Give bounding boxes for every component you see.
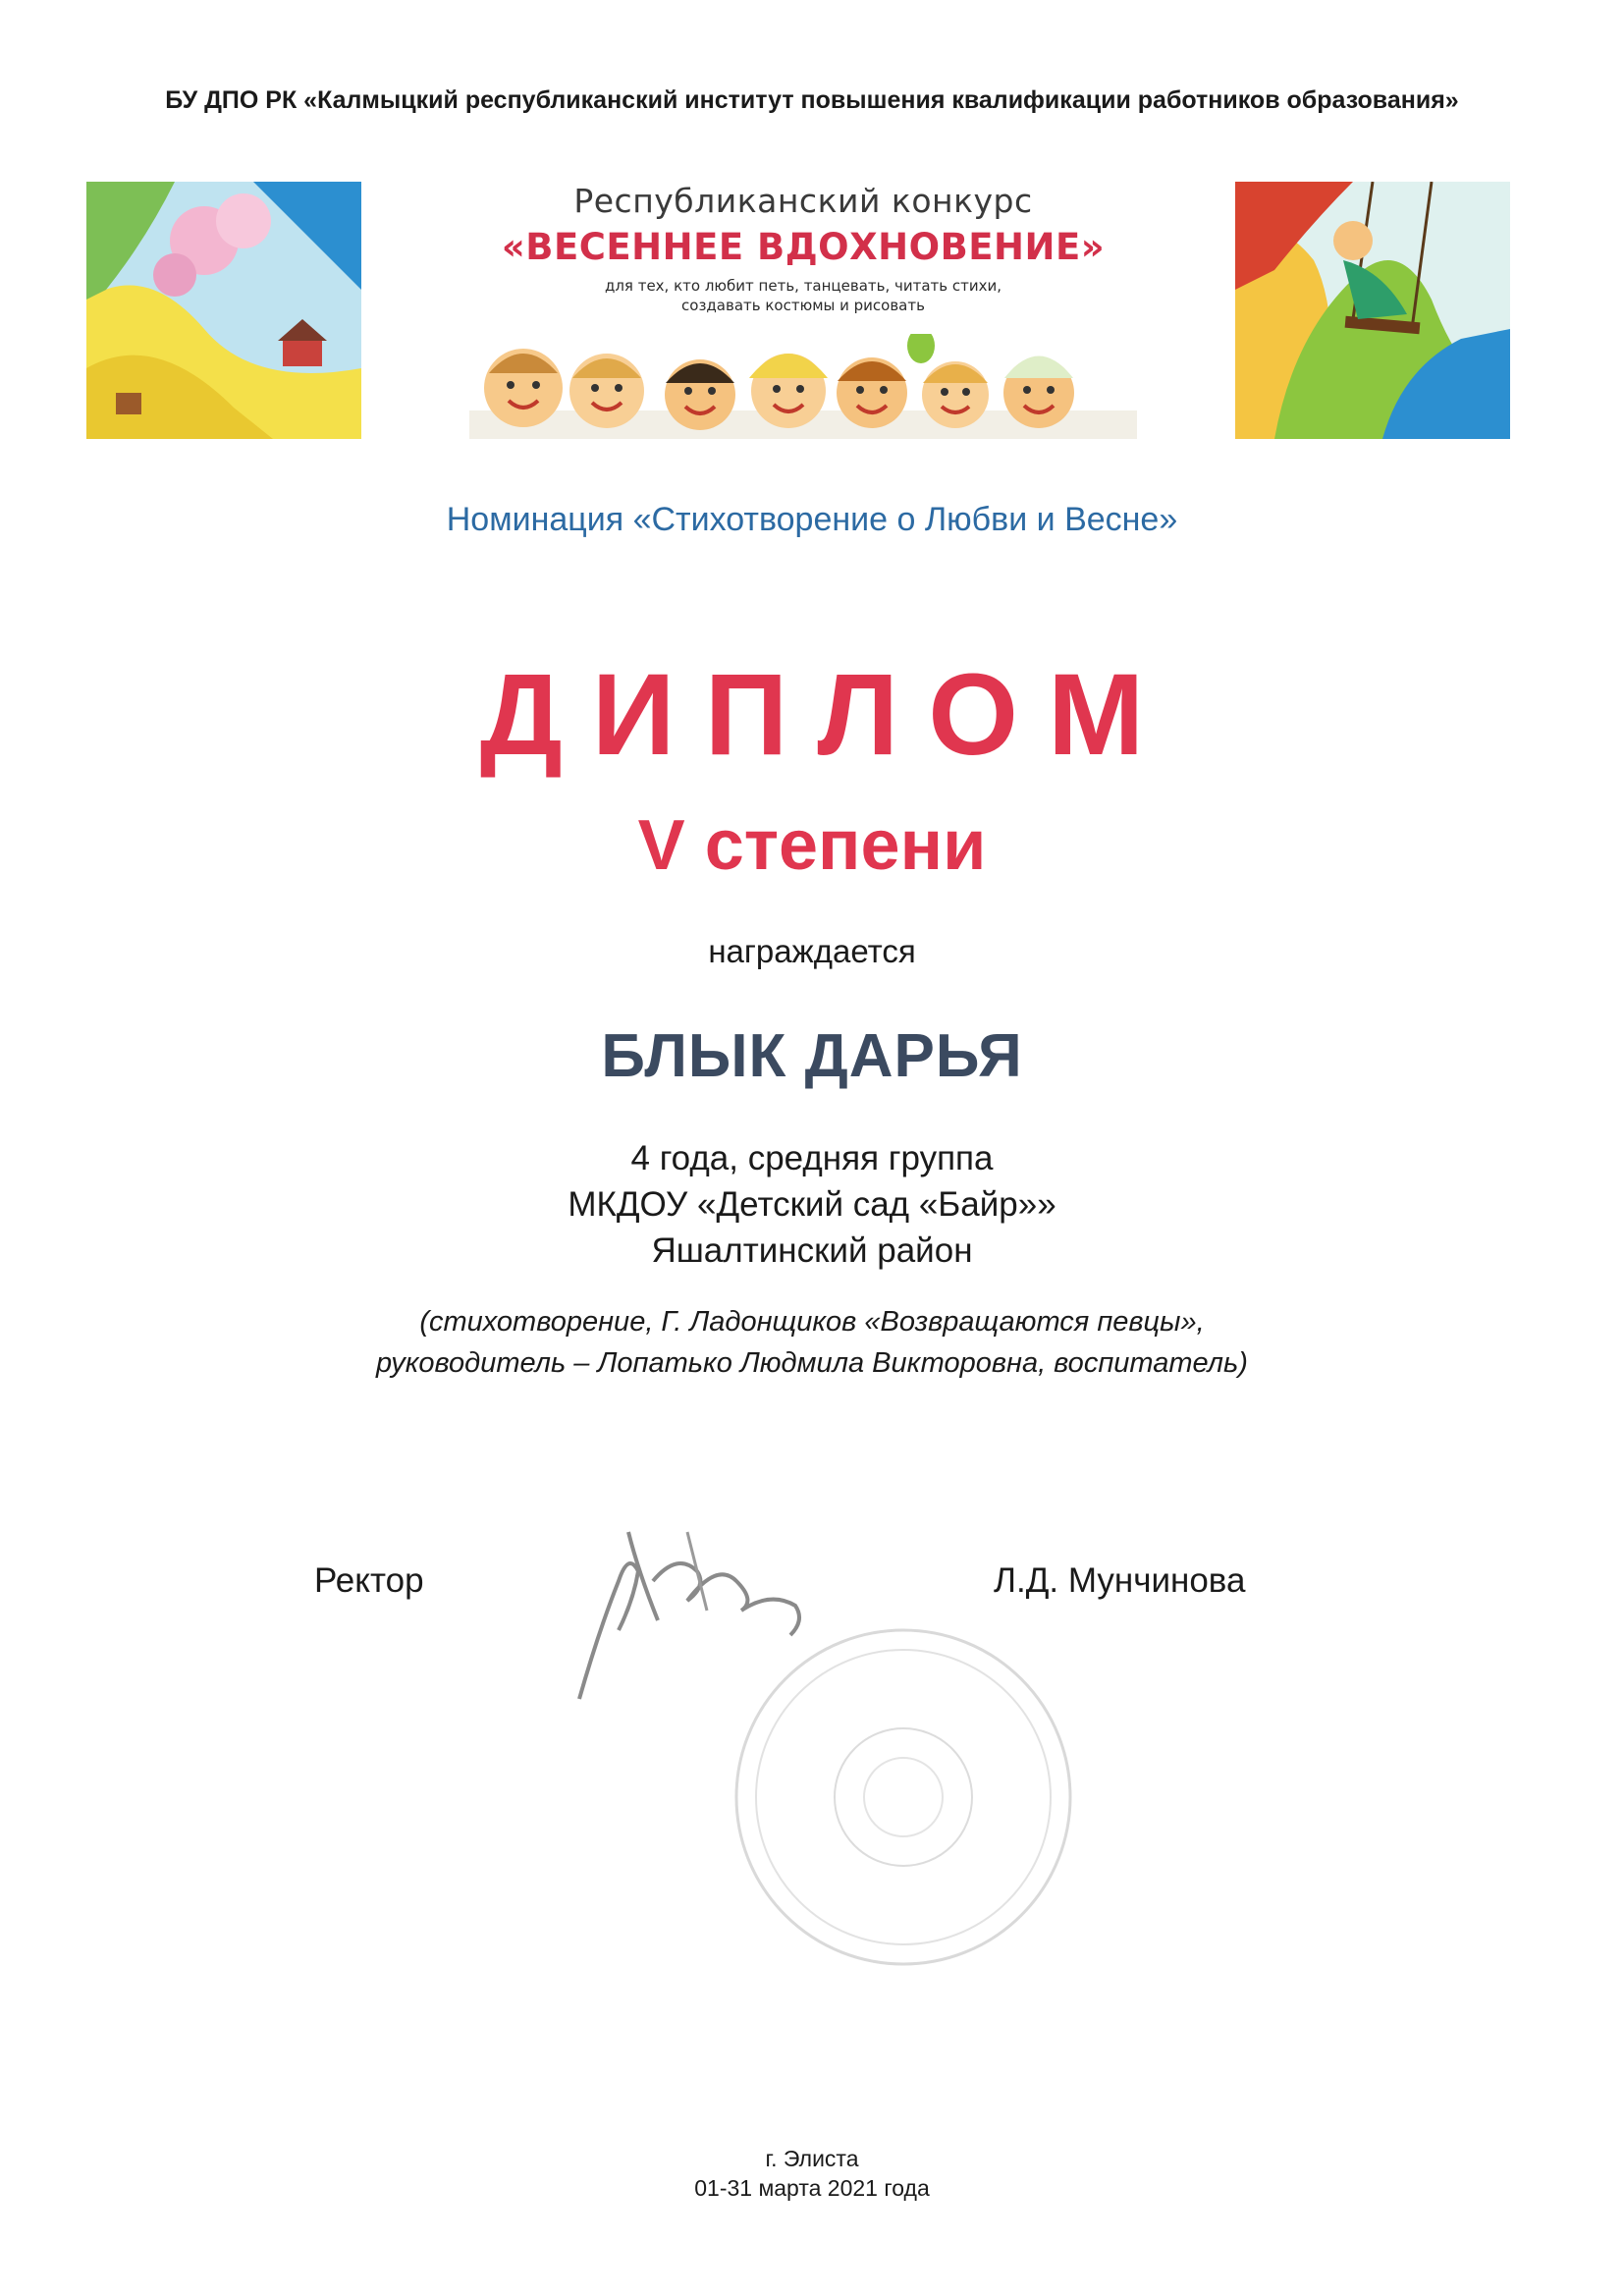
recipient-institution: МКДОУ «Детский сад «Байр»» [568, 1185, 1056, 1224]
rector-name: Л.Д. Мунчинова [994, 1561, 1246, 1600]
recipient-name: БЛЫК ДАРЬЯ [601, 1022, 1023, 1090]
contest-banner [86, 182, 1510, 439]
recipient-district: Яшалтинский район [651, 1231, 973, 1270]
nomination: Номинация «Стихотворение о Любви и Весне» [446, 501, 1178, 538]
contest-name: «ВЕСЕННЕЕ ВДОХНОВЕНИЕ» [501, 226, 1106, 268]
swinging-girl-illustration [1235, 182, 1510, 439]
diploma-title: ДИПЛОМ [479, 650, 1174, 780]
awarded-text: награждается [708, 933, 916, 969]
contest-subtitle: Республиканский конкурс [573, 182, 1033, 220]
contest-title-block [469, 182, 1137, 439]
spring-landscape-illustration [86, 182, 361, 439]
recipient-age-group: 4 года, средняя группа [630, 1139, 994, 1177]
event-dates: 01-31 марта 2021 года [694, 2175, 930, 2201]
diploma-degree: V степени [637, 806, 987, 885]
contest-tagline: для тех, кто любит петь, танцевать, читать стихи, создавать костюмы и рисовать [604, 277, 1002, 314]
rector-title: Ректор [314, 1561, 424, 1600]
children-faces-illustration [469, 334, 1137, 439]
work-details-line1: (стихотворение, Г. Ладонщиков «Возвращаются певцы», [419, 1306, 1205, 1338]
city: г. Элиста [765, 2146, 859, 2171]
work-details [0, 1301, 1624, 1384]
rector-signature [560, 1512, 835, 1709]
work-details-line2: руководитель – Лопатько Людмила Викторовна, воспитатель) [376, 1347, 1248, 1379]
organization-header: БУ ДПО РК «Калмыцкий республиканский институт повышения квалификации работников образования» [165, 86, 1459, 114]
